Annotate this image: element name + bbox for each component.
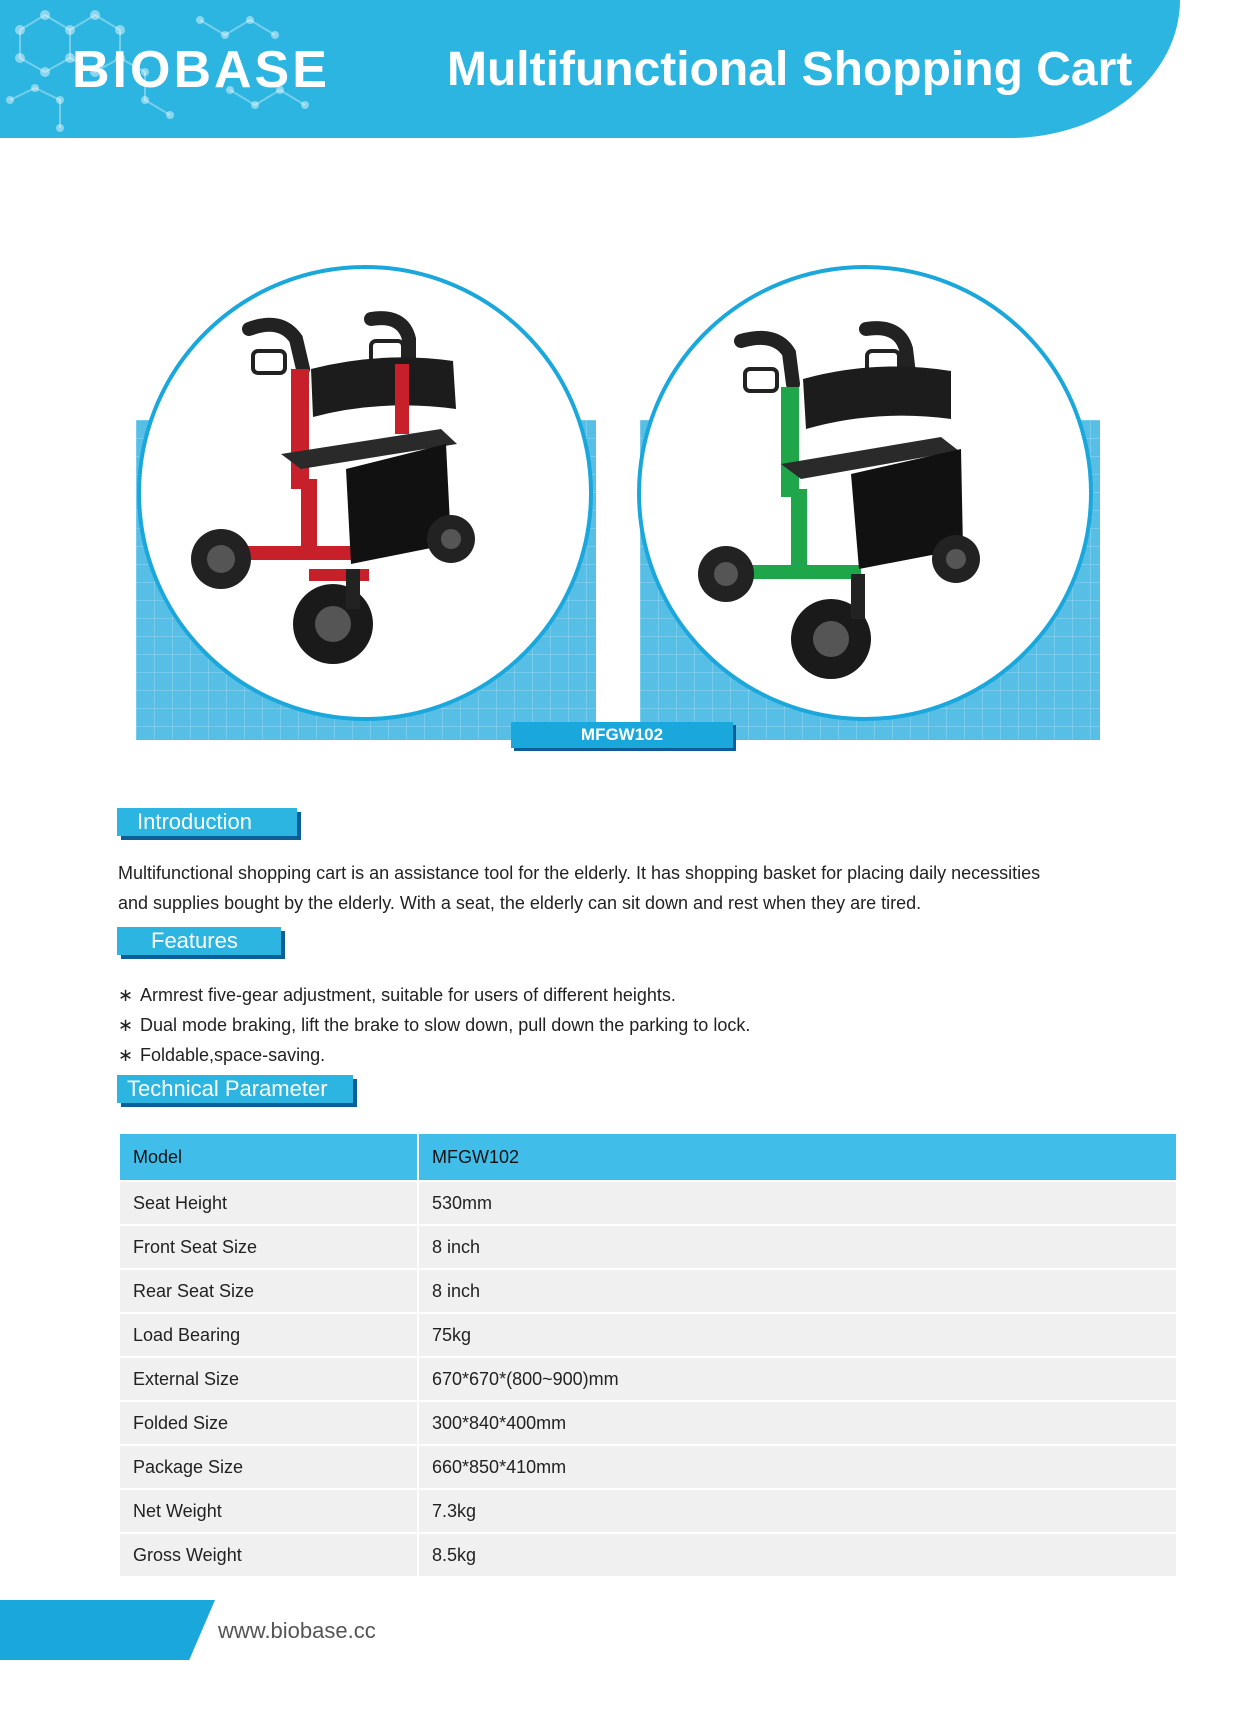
introduction-line-2: and supplies bought by the elderly. With a seat, the elderly can sit down and rest when they are tired. — [118, 893, 922, 913]
features-list — [118, 980, 750, 1070]
spec-table-header — [120, 1134, 1177, 1181]
footer-bar — [0, 1600, 215, 1660]
header-value: MFGW102 — [418, 1134, 1177, 1181]
introduction-text — [118, 858, 1118, 918]
header-label: Model — [120, 1134, 418, 1181]
section-features: Features — [117, 927, 281, 955]
table-row: External Size 670*670*(800~900)mm — [120, 1357, 1177, 1401]
table-row: Package Size 660*850*410mm — [120, 1445, 1177, 1489]
page-title: Multifunctional Shopping Cart — [447, 43, 1133, 96]
table-row: Folded Size 300*840*400mm — [120, 1401, 1177, 1445]
page-header — [0, 0, 1180, 138]
spec-table — [120, 1134, 1178, 1578]
red-walker-image — [141, 269, 589, 717]
table-row: Front Seat Size 8 inch — [120, 1225, 1177, 1269]
section-technical-parameter: Technical Parameter — [117, 1075, 353, 1103]
table-row: Net Weight 7.3kg — [120, 1489, 1177, 1533]
table-row: Seat Height 530mm — [120, 1181, 1177, 1225]
bullet-icon: ∗ — [118, 985, 134, 1005]
model-tag: MFGW102 — [511, 722, 733, 748]
bullet-icon: ∗ — [118, 1015, 134, 1035]
product-image-red — [137, 265, 593, 721]
feature-item: ∗ Dual mode braking, lift the brake to slow down, pull down the parking to lock. — [118, 1010, 750, 1040]
feature-item: ∗ Armrest five-gear adjustment, suitable for users of different heights. — [118, 980, 750, 1010]
bullet-icon: ∗ — [118, 1045, 134, 1065]
section-introduction: Introduction — [117, 808, 297, 836]
feature-item: ∗ Foldable,space-saving. — [118, 1040, 750, 1070]
green-walker-image — [641, 269, 1089, 717]
introduction-line-1: Multifunctional shopping cart is an assistance tool for the elderly. It has shopping basket for placing daily necessities — [118, 863, 1041, 883]
table-row: Gross Weight 8.5kg — [120, 1533, 1177, 1577]
table-row: Load Bearing 75kg — [120, 1313, 1177, 1357]
product-image-green — [637, 265, 1093, 721]
brand-logo: BIOBASE — [72, 41, 330, 99]
footer-url[interactable]: www.biobase.cc — [218, 1618, 376, 1643]
table-row: Rear Seat Size 8 inch — [120, 1269, 1177, 1313]
